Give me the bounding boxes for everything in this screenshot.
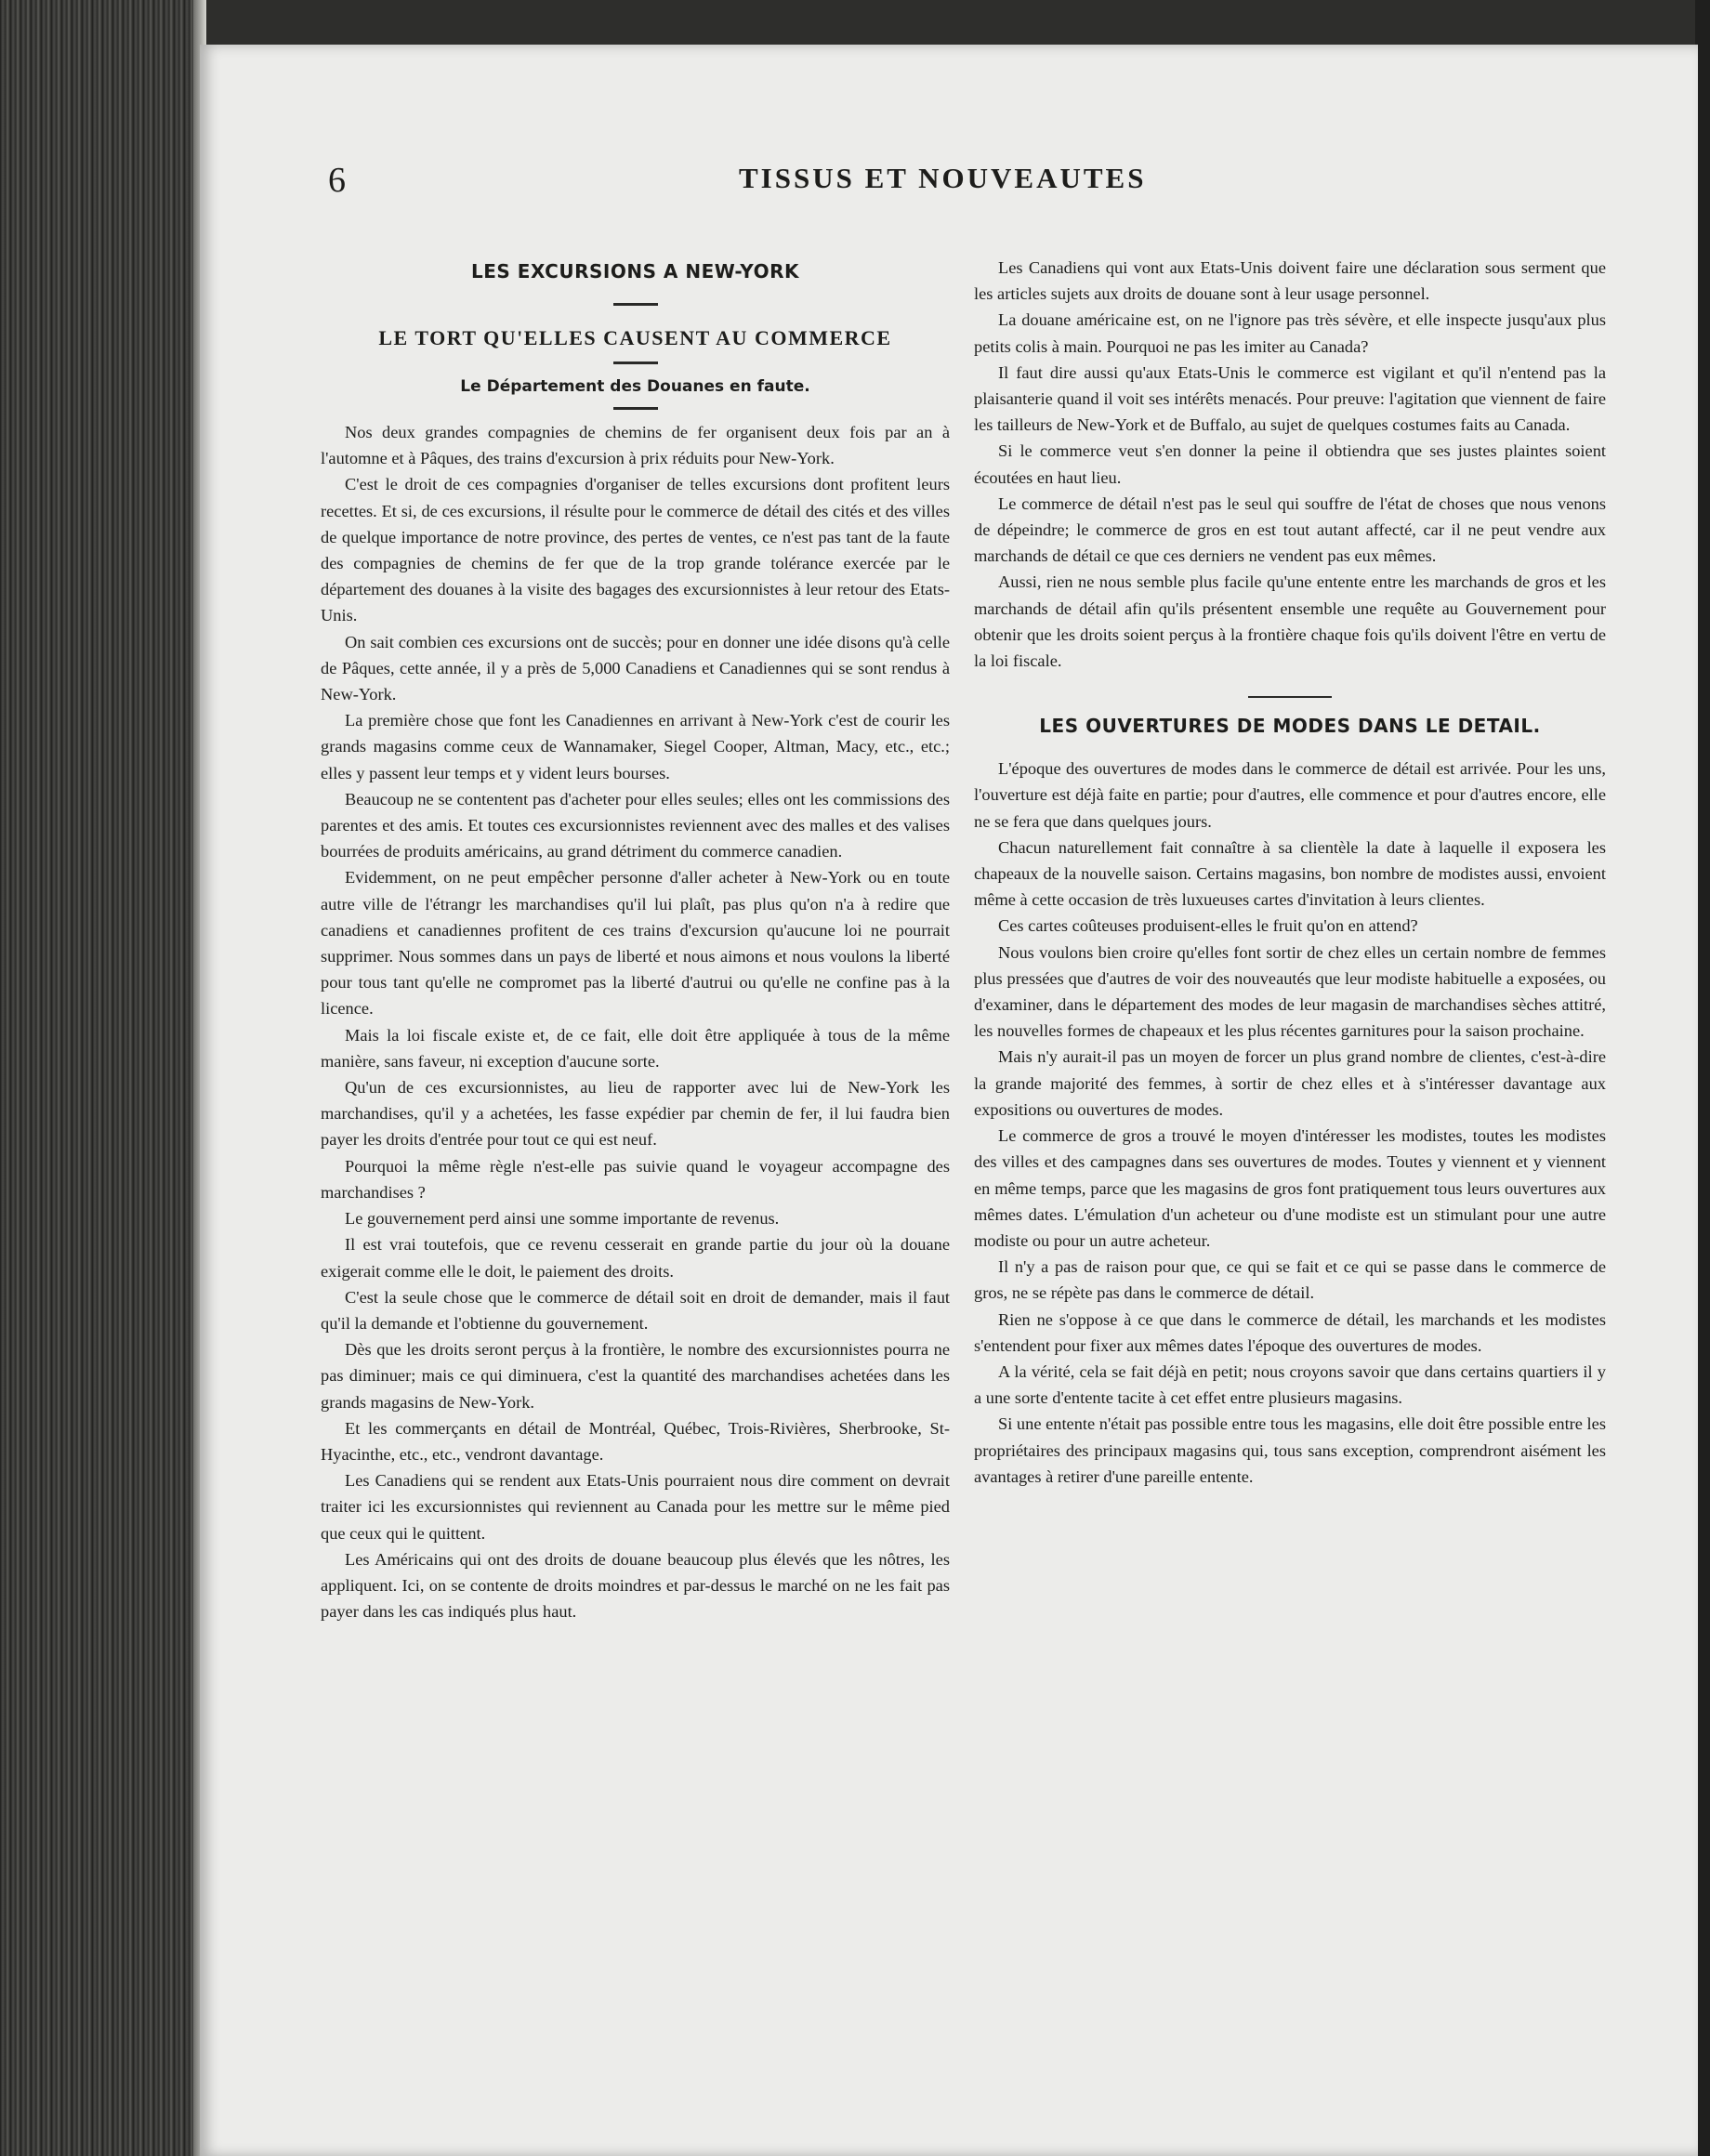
- paragraph: Nos deux grandes compagnies de chemins de fer organisent deux fois par an à l'automne et à Pâques, des trains d'excursion à prix réduits pour New-York.: [321, 423, 950, 468]
- paragraph: Dès que les droits seront perçus à la frontière, le nombre des excursionnistes pourra ne pas diminuer; mais ce qui diminuera, c'est la quantité des marchandises achetées dans les grands magasins de New-York.: [321, 1340, 950, 1412]
- paragraph: Pourquoi la même règle n'est-elle pas suivie quand le voyageur accompagne des marchandises ?: [321, 1156, 950, 1202]
- paragraph: Mais n'y aurait-il pas un moyen de forcer un plus grand nombre de clientes, c'est-à-dire la grande majorité des femmes, à sortir de chez elles et à s'intéresser davantage aux expositions ou ouvertures de modes.: [974, 1047, 1606, 1119]
- paragraph: Aussi, rien ne nous semble plus facile qu'une entente entre les marchands de gros et les marchands de détail afin qu'ils présentent ensemble une requête au Gouvernement pour obtenir que les droits soient perçus à la frontière chaque fois qu'ils doivent l'être en vertu de la loi fiscale.: [974, 572, 1606, 671]
- paragraph: Si le commerce veut s'en donner la peine il obtiendra que ses justes plaintes soient écoutées en haut lieu.: [974, 441, 1606, 487]
- page-number: 6: [328, 161, 347, 200]
- paragraph: Si une entente n'était pas possible entre tous les magasins, elle doit être possible entre les propriétaires des principaux magasins qui, tous sans exception, comprendront aisément les avantages à retirer d'une pareille entente.: [974, 1414, 1606, 1486]
- paragraph: Les Canadiens qui vont aux Etats-Unis doivent faire une déclaration sous serment que les articles sujets aux droits de douane sont à leur usage personnel.: [974, 258, 1606, 304]
- paragraph: Et les commerçants en détail de Montréal, Québec, Trois-Rivières, Sherbrooke, St-Hyacinthe, etc., etc., vendront davantage.: [321, 1418, 950, 1464]
- paragraph: Le commerce de gros a trouvé le moyen d'intéresser les modistes, toutes les modistes des villes et des campagnes dans ses ouvertures de modes. Toutes y viennent et y viennent en même temps, parce que les magasins de gros font pratiquement tous leurs ouvertures aux mêmes dates. L'émulation d'un acheteur ou d'une modiste est un stimulant pour une autre modiste ou pour un autre acheteur.: [974, 1126, 1606, 1250]
- divider-rule: [613, 303, 658, 306]
- paragraph: C'est la seule chose que le commerce de détail soit en droit de demander, mais il faut qu'il la demande et l'obtienne du gouvernement.: [321, 1287, 950, 1333]
- article-subtitle: LE TORT QU'ELLES CAUSENT AU COMMERCE: [378, 326, 892, 349]
- paragraph: Les Américains qui ont des droits de douane beaucoup plus élevés que les nôtres, les appliquent. Ici, on se contente de droits moindres et par-dessus le marché on ne les fait pas payer dans les cas indiqués plus haut.: [321, 1549, 950, 1622]
- paragraph: La première chose que font les Canadiennes en arrivant à New-York c'est de courir les grands magasins comme ceux de Wannamaker, Siegel Cooper, Altman, Macy, etc., etc.; elles y passent leur temps et y vident leurs bourses.: [321, 711, 950, 782]
- left-column: [321, 260, 950, 1624]
- paragraph: Nous voulons bien croire qu'elles font sortir de chez elles un certain nombre de femmes plus pressées que d'autres de voir des nouveautés que leur modiste habituelle a exposées, ou d'examiner, dans le département des modes de leur magasin de marchandises sèches attitré, les nouvelles formes de chapeaux et les plus récentes garnitures pour la saison prochaine.: [974, 942, 1606, 1041]
- section-divider: [1248, 696, 1332, 698]
- scan-top-band: [0, 0, 1710, 48]
- divider-rule: [613, 362, 658, 364]
- paragraph: Qu'un de ces excursionnistes, au lieu de rapporter avec lui de New-York les marchandises, qu'il y a achetées, les fasse expédier par chemin de fer, il lui faudra bien payer les droits d'entrée pour tout ce qui est neuf.: [321, 1078, 950, 1150]
- paragraph: C'est le droit de ces compagnies d'organiser de telles excursions dont profitent leurs recettes. Et si, de ces excursions, il résulte pour le commerce de détail des cités et des villes de quelque importance de notre province, des pertes de ventes, ce n'est pas tant de la faute des compagnies de chemins de fer que de la trop grande tolérance exercée par le département des douanes à la visite des bagages des excursionnistes à leur retour des Etats-Unis.: [321, 475, 950, 625]
- paragraph: Le commerce de détail n'est pas le seul qui souffre de l'état de choses que nous venons de dépeindre; le commerce de gros en est tout autant affecté, car il ne peut vendre aux marchands de détail ce que ces derniers ne vendent pas eux mêmes.: [974, 493, 1606, 566]
- paragraph: Il est vrai toutefois, que ce revenu cesserait en grande partie du jour où la douane exigerait comme elle le doit, le paiement des droits.: [321, 1235, 950, 1281]
- paragraph: La douane américaine est, on ne l'ignore pas très sévère, et elle inspecte jusqu'aux plus petits colis à main. Pourquoi ne pas les imiter au Canada?: [974, 310, 1606, 356]
- paragraph: Mais la loi fiscale existe et, de ce fait, elle doit être appliquée à tous de la même manière, sans faveur, ni exception d'aucune sorte.: [321, 1025, 950, 1071]
- paragraph: Ces cartes coûteuses produisent-elles le fruit qu'on en attend?: [998, 916, 1418, 936]
- document-page: [200, 45, 1698, 2156]
- paragraph: Il faut dire aussi qu'aux Etats-Unis le commerce est vigilant et qu'il n'entend pas la plaisanterie quand il voit ses intérêts menacés. Pour preuve: l'agitation que viennent de faire les tailleurs de New-York et de Buffalo, au sujet de quelques costumes faits au Canada.: [974, 362, 1606, 435]
- paragraph: On sait combien ces excursions ont de succès; pour en donner une idée disons qu'à celle de Pâques, cette année, il y a près de 5,000 Canadiens et Canadiennes qui se sont rendus à New-York.: [321, 632, 950, 704]
- paragraph: Les Canadiens qui se rendent aux Etats-Unis pourraient nous dire comment on devrait traiter ici les excursionnistes qui reviennent au Canada pour les mettre sur le même pied que ceux qui le quittent.: [321, 1471, 950, 1543]
- paragraph: A la vérité, cela se fait déjà en petit; nous croyons savoir que dans certains quartiers il y a une sorte d'entente tacite à cet effet entre plusieurs magasins.: [974, 1361, 1606, 1408]
- paragraph: Beaucoup ne se contentent pas d'acheter pour elles seules; elles ont les commissions des parentes et des amis. Et toutes ces excursionnistes reviennent avec des malles et des valises bourrées de produits américains, au grand détriment du commerce canadien.: [321, 789, 950, 861]
- article-title: LES OUVERTURES DE MODES DANS LE DETAIL.: [1039, 715, 1541, 738]
- paragraph: Il n'y a pas de raison pour que, ce qui se fait et ce qui se passe dans le commerce de gros, ne se répète pas dans le commerce de détail.: [974, 1257, 1606, 1303]
- paragraph: Evidemment, on ne peut empêcher personne d'aller acheter à New-York ou en toute autre ville de l'étrangr les marchandises qu'il lui plaît, pas plus qu'on n'a à redire que canadiens et canadiennes profitent de ces trains d'excursion qu'aucune loi ne pourrait supprimer. Nous sommes dans un pays de liberté et nous aimons et nous voulons la liberté pour tous tant qu'elle ne compromet pas la liberté d'autrui ou qu'elle ne confine pas à la licence.: [321, 868, 950, 1019]
- paragraph: Le gouvernement perd ainsi une somme importante de revenus.: [345, 1209, 780, 1229]
- paragraph: L'époque des ouvertures de modes dans le commerce de détail est arrivée. Pour les uns, l'ouverture est déjà faite en partie; pour d'autres, elle commence et pour d'autres encore, elle ne se fera que dans quelques jours.: [974, 759, 1606, 831]
- book-page-edges: [0, 0, 206, 2156]
- divider-rule: [613, 407, 658, 410]
- article-title: LES EXCURSIONS A NEW-YORK: [471, 260, 799, 283]
- article-subsubtitle: Le Département des Douanes en faute.: [460, 377, 810, 396]
- paragraph: Rien ne s'oppose à ce que dans le commerce de détail, les marchands et les modistes s'entendent pour fixer aux mêmes dates l'époque des ouvertures de modes.: [974, 1309, 1606, 1355]
- right-column: [974, 255, 1606, 1490]
- paragraph: Chacun naturellement fait connaître à sa clientèle la date à laquelle il exposera les chapeaux de la nouvelle saison. Certains magasins, bon nombre de modistes aussi, envoient même à cette occasion de très luxueuses cartes d'invitation à leurs clientes.: [974, 837, 1606, 910]
- running-title: TISSUS ET NOUVEAUTES: [739, 162, 1147, 194]
